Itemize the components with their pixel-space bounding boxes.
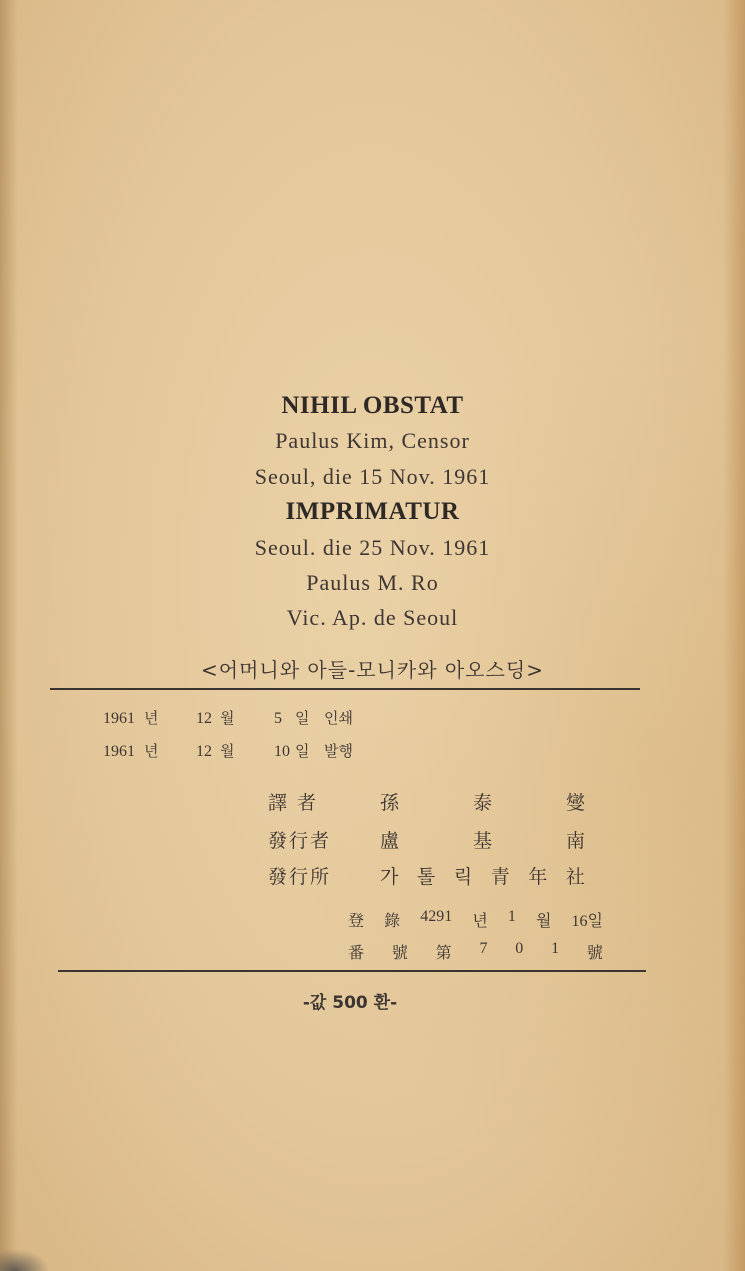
registration-part: 登 [348,913,365,930]
translator-char: 泰 [472,792,492,814]
publishing-house-char: 톨 [416,866,436,888]
issue-event: 발행 [324,742,353,760]
print-year: 1961 [103,710,135,727]
print-year-unit: 년 [144,709,159,727]
translator-char: 燮 [565,792,585,814]
registration-part: 4291 [420,908,453,925]
print-day-unit: 일 [295,709,310,727]
registration-number-part: 第 [435,945,452,962]
imprimatur-name-line: Paulus M. Ro [306,570,439,595]
registration-number-part: 7 [479,940,488,957]
print-month-unit: 월 [220,709,235,727]
registration-part: 1 [507,908,516,925]
censor-line: Paulus Kim, Censor [275,428,470,453]
publishing-house-char: 年 [528,866,548,888]
publisher-label: 發行者 [268,830,332,852]
bottom-rule [58,970,646,972]
publishing-house-label: 發行所 [268,866,332,888]
publishing-house-char: 青 [490,866,510,888]
translator-char: 孫 [380,792,400,814]
book-title: <어머니와 아들-모니카와 아오스딩> [201,658,544,682]
publisher-char: 南 [565,830,585,852]
publishing-house-char: 릭 [453,866,473,888]
print-day: 5 [274,710,282,727]
top-rule [50,688,640,690]
registration-part: 년 [472,913,488,930]
registration-number-part: 0 [515,940,524,957]
print-month: 12 [196,710,212,727]
publisher-char: 盧 [380,830,400,852]
issue-month-unit: 월 [220,742,235,760]
registration-line [348,908,603,931]
paper-edge-left [0,0,18,1271]
publishing-house-char: 社 [565,866,585,888]
publisher-name [380,826,585,853]
paper-edge-right [723,0,745,1271]
print-date-row [103,707,353,728]
publisher-char: 基 [472,830,492,852]
imprimatur-title: IMPRIMATUR [285,498,460,525]
translator-name [380,788,585,815]
registration-number-part: 號 [391,945,408,962]
translator-label: 譯 者 [268,792,319,814]
registration-part: 錄 [384,913,401,930]
issue-year: 1961 [103,743,135,760]
imprimatur-date-line: Seoul. die 25 Nov. 1961 [254,535,491,560]
imprimatur-office-line: Vic. Ap. de Seoul [286,605,459,630]
registration-number-part: 號 [586,945,603,962]
issue-month: 12 [196,743,212,760]
nihil-date-line: Seoul, die 15 Nov. 1961 [254,464,491,489]
registration-number-part: 番 [348,945,365,962]
publishing-house-char: 가 [380,866,399,888]
price: -값 500 환- [302,993,398,1013]
registration-number-part: 1 [551,940,560,957]
registration-part: 월 [535,913,552,930]
print-event: 인쇄 [324,709,353,727]
issue-day: 10 [274,743,290,760]
issue-year-unit: 년 [144,742,159,760]
registration-part: 16일 [571,913,603,930]
registration-number-line [348,940,603,963]
publishing-house-name [380,862,585,889]
issue-date-row [103,740,353,761]
nihil-obstat-title: NIHIL OBSTAT [281,392,464,419]
corner-stain [0,1249,50,1271]
issue-day-unit: 일 [295,742,310,760]
